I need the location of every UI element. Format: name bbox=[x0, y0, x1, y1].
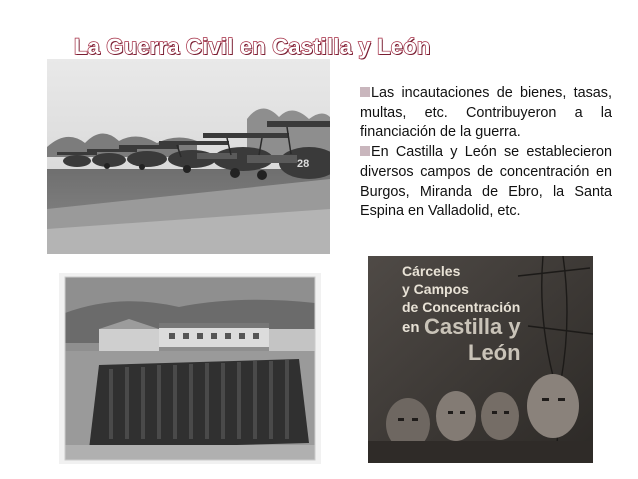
book-title-line1: Cárceles bbox=[402, 263, 461, 279]
square-bullet-icon bbox=[360, 87, 370, 97]
book-title-line4-small: en bbox=[402, 319, 420, 336]
bullet-item-2 bbox=[360, 143, 612, 222]
bullet-item-1 bbox=[360, 84, 612, 143]
book-title-line4-big: Castilla y bbox=[424, 314, 521, 339]
book-title-line5: León bbox=[468, 340, 521, 365]
square-bullet-icon bbox=[360, 146, 370, 156]
book-title-line2: y Campos bbox=[402, 281, 469, 297]
body-text bbox=[360, 84, 612, 222]
plane-number-label: 28 bbox=[297, 158, 310, 170]
slide-title: La Guerra Civil en Castilla y León bbox=[74, 34, 431, 59]
book-cover-image bbox=[368, 256, 593, 463]
aircraft-photo bbox=[47, 59, 330, 254]
bullet-text-1: Las incautaciones de bienes, tasas, multas, etc. Contribuyeron a la financiación de la guerra. bbox=[360, 85, 612, 141]
camp-formation-photo bbox=[59, 273, 321, 464]
book-title-line3: de Concentración bbox=[402, 299, 521, 315]
bullet-text-2: En Castilla y León se establecieron diversos campos de concentración en Burgos, Miranda de Ebro, la Santa Espina en Valladolid, etc. bbox=[360, 144, 612, 220]
